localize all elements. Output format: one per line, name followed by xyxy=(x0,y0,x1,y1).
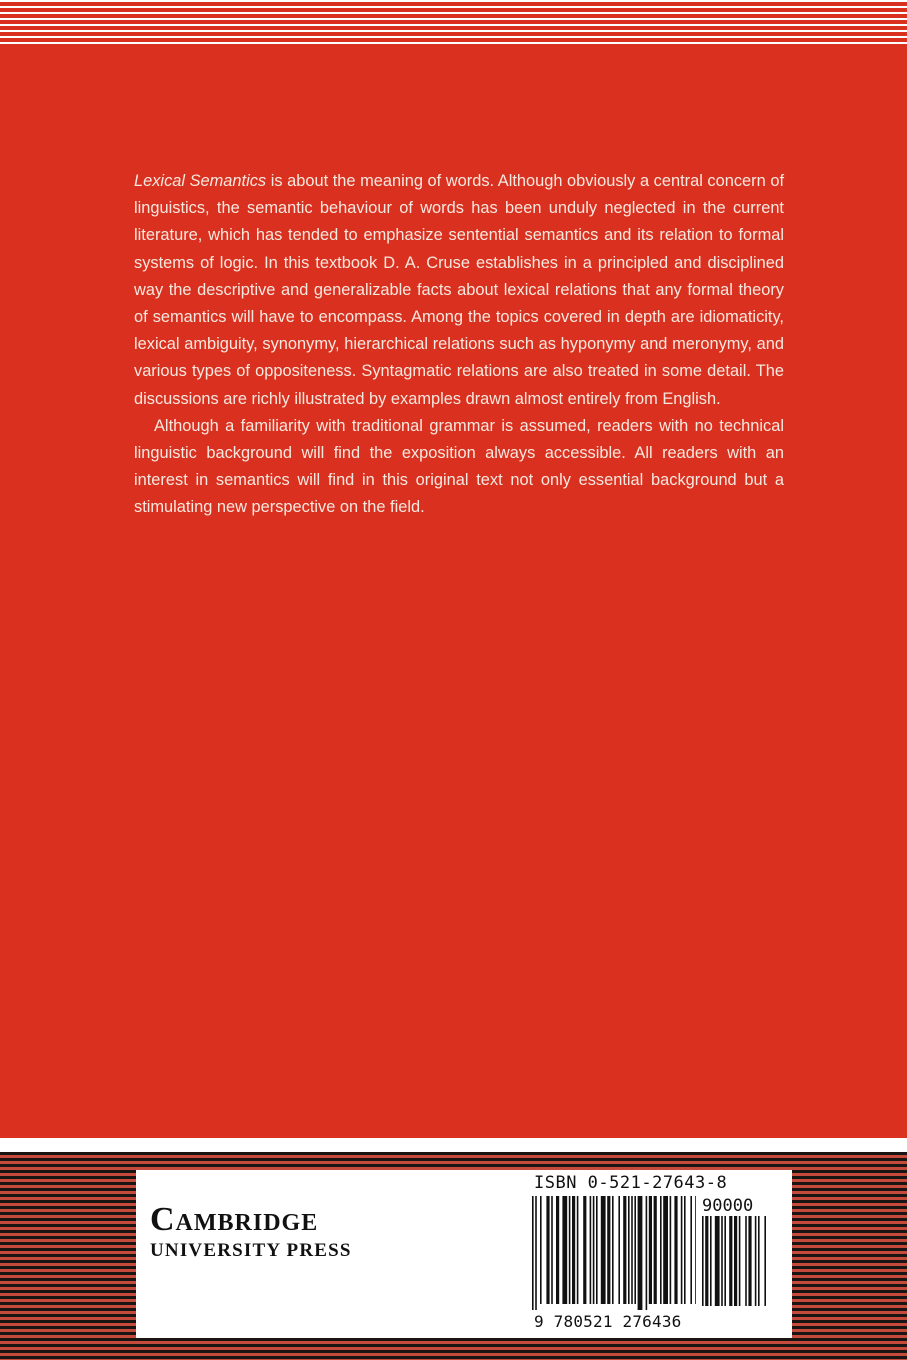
barcode-bar xyxy=(674,1196,677,1304)
top-stripe-band xyxy=(0,0,907,48)
cover-blurb xyxy=(134,168,784,522)
barcode-bar xyxy=(745,1216,747,1306)
barcode-bar xyxy=(593,1196,595,1304)
barcode-bar xyxy=(710,1216,712,1306)
barcode-bar xyxy=(739,1216,741,1306)
barcode-bar xyxy=(532,1196,534,1310)
barcode-bar xyxy=(695,1196,696,1304)
barcode-bar xyxy=(631,1196,633,1304)
ean-digits: 9 780521 276436 xyxy=(534,1312,682,1331)
barcode-bar xyxy=(623,1196,626,1304)
barcode-bar xyxy=(540,1196,542,1304)
barcode-bar xyxy=(670,1196,672,1304)
barcode-bar xyxy=(705,1216,708,1306)
barcode-bar xyxy=(663,1196,668,1304)
barcode-bar xyxy=(556,1196,559,1304)
publisher-name: Cambridge xyxy=(150,1201,319,1238)
blurb-paragraph-2: Although a familiarity with traditional grammar is assumed, readers with no technical linguistic background will find the exposition always accessible. All readers with an interest in semantics will find in this original text not only essential background but a stimulating new perspective on the field. xyxy=(134,416,784,517)
barcode-bar xyxy=(715,1216,720,1306)
barcode-bar xyxy=(654,1196,657,1304)
barcode-bar xyxy=(649,1196,652,1304)
barcode-bar xyxy=(634,1196,636,1304)
barcode-bar xyxy=(535,1196,537,1310)
barcode-bar xyxy=(758,1216,760,1306)
barcode-bar xyxy=(569,1196,571,1304)
barcode-bar xyxy=(572,1196,575,1304)
barcode-bar xyxy=(724,1216,726,1306)
barcode-bar xyxy=(702,1216,704,1306)
barcode-bar xyxy=(577,1196,579,1304)
barcode-bar xyxy=(721,1216,723,1306)
barcode-bar xyxy=(748,1216,751,1306)
publisher-logo xyxy=(150,1202,352,1262)
barcode-bar xyxy=(596,1196,598,1304)
barcode-bar xyxy=(660,1196,662,1304)
blurb-paragraph-1 xyxy=(134,168,784,413)
publisher-subtitle: UNIVERSITY PRESS xyxy=(150,1240,352,1261)
barcode-bar xyxy=(546,1196,549,1304)
blurb-paragraph-1-text: is about the meaning of words. Although obviously a central concern of linguistics, the semantic behaviour of words has been unduly neglected in the current literature, which has tended to emphasize sentential semantics and its relation to formal systems of logic. In this textbook D. A. Cruse establishes in a principled and disciplined way the descriptive and generalizable facts about lexical relations that any formal theory of semantics will have to encompass. Among the topics covered in depth are idiomaticity, lexical ambiguity, synonymy, hierarchical relations such as hyponymy and meronymy, and various types of oppositeness. Syntagmatic relations are also treated in some detail. The discussions are richly illustrated by examples drawn almost entirely from English. xyxy=(134,172,785,408)
barcode-bar xyxy=(583,1196,586,1304)
barcode-bar xyxy=(646,1196,648,1310)
barcode-bar xyxy=(590,1196,592,1304)
barcode-bar xyxy=(729,1216,732,1306)
barcode-bar xyxy=(551,1196,553,1304)
white-divider xyxy=(0,1138,907,1152)
barcode-bar xyxy=(607,1196,610,1304)
barcode-bar xyxy=(755,1216,757,1306)
barcode-bar xyxy=(612,1196,614,1304)
addon-barcode xyxy=(702,1216,786,1308)
barcode-bar xyxy=(681,1196,683,1304)
ean-barcode xyxy=(532,1196,696,1310)
barcode-bar xyxy=(638,1196,643,1310)
barcode-bar xyxy=(618,1196,620,1304)
publisher-label xyxy=(136,1170,792,1338)
barcode-bar xyxy=(562,1196,567,1304)
barcode-bar xyxy=(734,1216,737,1306)
barcode-bar xyxy=(690,1196,692,1304)
addon-digits: 90000 xyxy=(702,1196,754,1216)
barcode-bar xyxy=(601,1196,606,1304)
barcode-bar xyxy=(764,1216,766,1306)
isbn-text: ISBN 0-521-27643-8 xyxy=(534,1173,728,1193)
book-title: Lexical Semantics xyxy=(134,172,267,190)
barcode-bar xyxy=(628,1196,630,1304)
barcode-bar xyxy=(684,1196,686,1304)
